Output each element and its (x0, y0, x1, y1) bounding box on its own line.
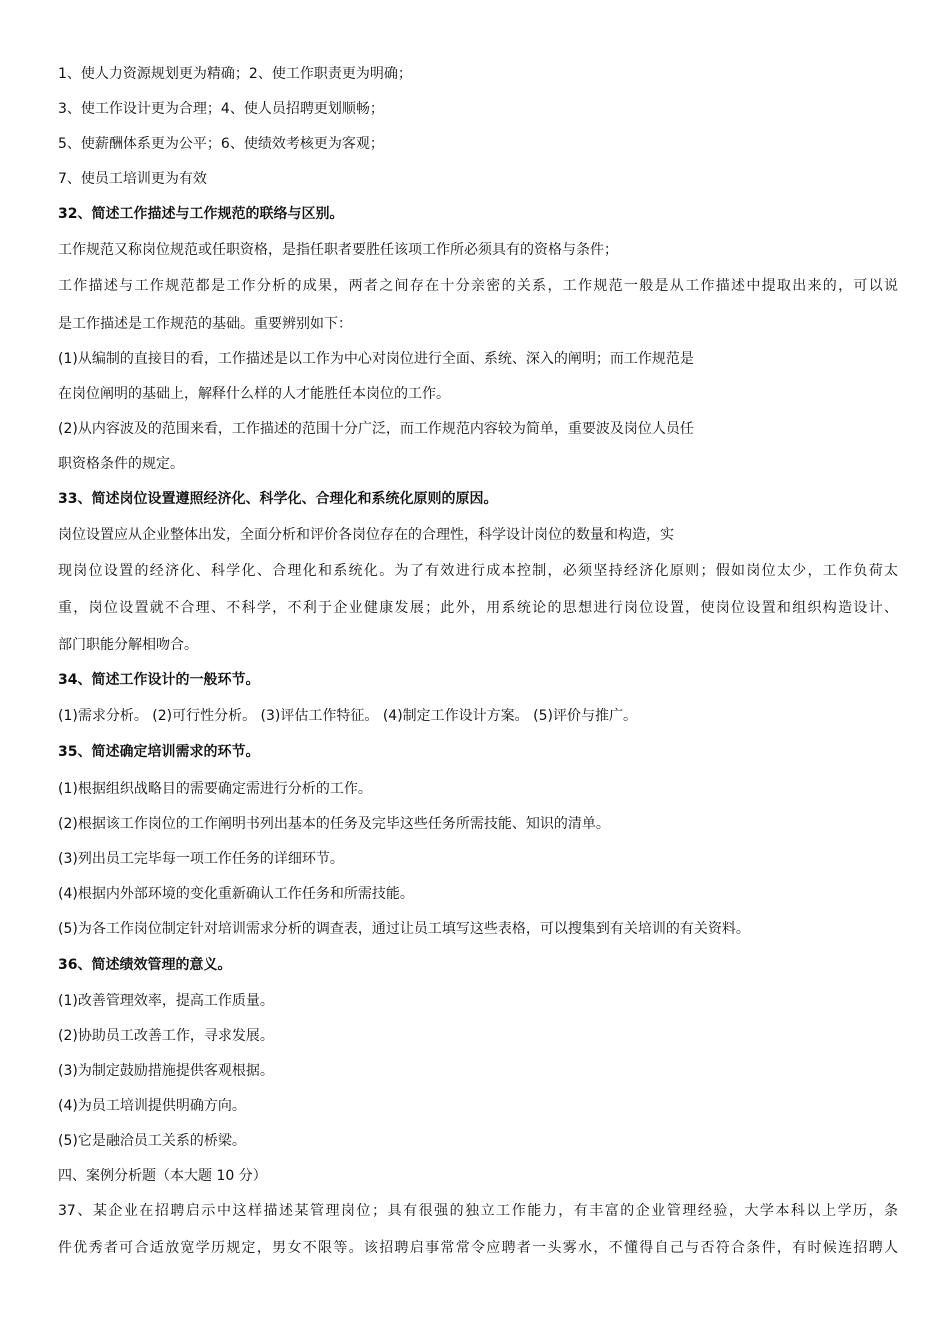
section-heading: 四、案例分析题（本大题 10 分） (58, 1168, 267, 1184)
question-35-heading: 35、简述确定培训需求的环节。 (58, 744, 260, 760)
list-item: (1)改善管理效率，提高工作质量。 (58, 993, 274, 1009)
paragraph-line: 部门职能分解相吻合。 (58, 637, 198, 653)
paragraph-line: 工作描述与工作规范都是工作分析的成果，两者之间存在十分亲密的关系，工作规范一般是从工作描述中提取出来的，可以说 (58, 278, 898, 294)
list-item: (5)为各工作岗位制定针对培训需求分析的调查表，通过让员工填写这些表格，可以搜集到有关培训的有关资料。 (58, 921, 750, 937)
answer-line-3: 5、使薪酬体系更为公平；6、使绩效考核更为客观； (58, 136, 384, 152)
list-item: (1)根据组织战略目的需要确定需进行分析的工作。 (58, 781, 372, 797)
paragraph-line: (1)需求分析。 (2)可行性分析。 (3)评估工作特征。 (4)制定工作设计方案。 (5)评价与推广。 (58, 708, 637, 724)
paragraph-line: 件优秀者可合适放宽学历规定，男女不限等。该招聘启事常常令应聘者一头雾水，不懂得自己与否符合条件，有时候连招聘人 (58, 1240, 898, 1256)
list-item: (5)它是融洽员工关系的桥梁。 (58, 1133, 246, 1149)
paragraph-line: 现岗位设置的经济化、科学化、合理化和系统化。为了有效进行成本控制，必须坚持经济化原则；假如岗位太少，工作负荷太 (58, 563, 898, 579)
question-33-heading: 33、简述岗位设置遵照经济化、科学化、合理化和系统化原则的原因。 (58, 491, 498, 507)
list-item: (4)根据内外部环境的变化重新确认工作任务和所需技能。 (58, 886, 414, 902)
question-34-heading: 34、简述工作设计的一般环节。 (58, 672, 260, 688)
answer-line-4: 7、使员工培训更为有效 (58, 171, 207, 187)
list-item: (3)为制定鼓励措施提供客观根据。 (58, 1063, 274, 1079)
list-item: (2)根据该工作岗位的工作阐明书列出基本的任务及完毕这些任务所需技能、知识的清单。 (58, 816, 610, 832)
paragraph-line: (1)从编制的直接目的看，工作描述是以工作为中心对岗位进行全面、系统、深入的阐明；而工作规范是 (58, 351, 694, 367)
paragraph-line: 重，岗位设置就不合理、不科学，不利于企业健康发展；此外，用系统论的思想进行岗位设置，使岗位设置和组织构造设计、 (58, 600, 898, 616)
list-item: (2)协助员工改善工作，寻求发展。 (58, 1028, 274, 1044)
answer-line-2: 3、使工作设计更为合理；4、使人员招聘更划顺畅； (58, 101, 384, 117)
paragraph-line: 岗位设置应从企业整体出发，全面分析和评价各岗位存在的合理性，科学设计岗位的数量和构造，实 (58, 527, 674, 543)
list-item: (4)为员工培训提供明确方向。 (58, 1098, 246, 1114)
list-item: (3)列出员工完毕每一项工作任务的详细环节。 (58, 851, 344, 867)
question-36-heading: 36、简述绩效管理的意义。 (58, 957, 232, 973)
paragraph-line: 在岗位阐明的基础上，解释什么样的人才能胜任本岗位的工作。 (58, 386, 450, 402)
paragraph-line: 工作规范又称岗位规范或任职资格，是指任职者要胜任该项工作所必须具有的资格与条件； (58, 242, 618, 258)
paragraph-line: (2)从内容波及的范围来看，工作描述的范围十分广泛，而工作规范内容较为简单，重要波及岗位人员任 (58, 421, 694, 437)
paragraph-line: 37、某企业在招聘启示中这样描述某管理岗位；具有很强的独立工作能力，有丰富的企业管理经验，大学本科以上学历，条 (58, 1203, 898, 1219)
paragraph-line: 是工作描述是工作规范的基础。重要辨别如下： (58, 316, 352, 332)
paragraph-line: 职资格条件的规定。 (58, 456, 184, 472)
answer-line-1: 1、使人力资源规划更为精确；2、使工作职责更为明确； (58, 66, 412, 82)
question-32-heading: 32、简述工作描述与工作规范的联络与区别。 (58, 206, 344, 222)
